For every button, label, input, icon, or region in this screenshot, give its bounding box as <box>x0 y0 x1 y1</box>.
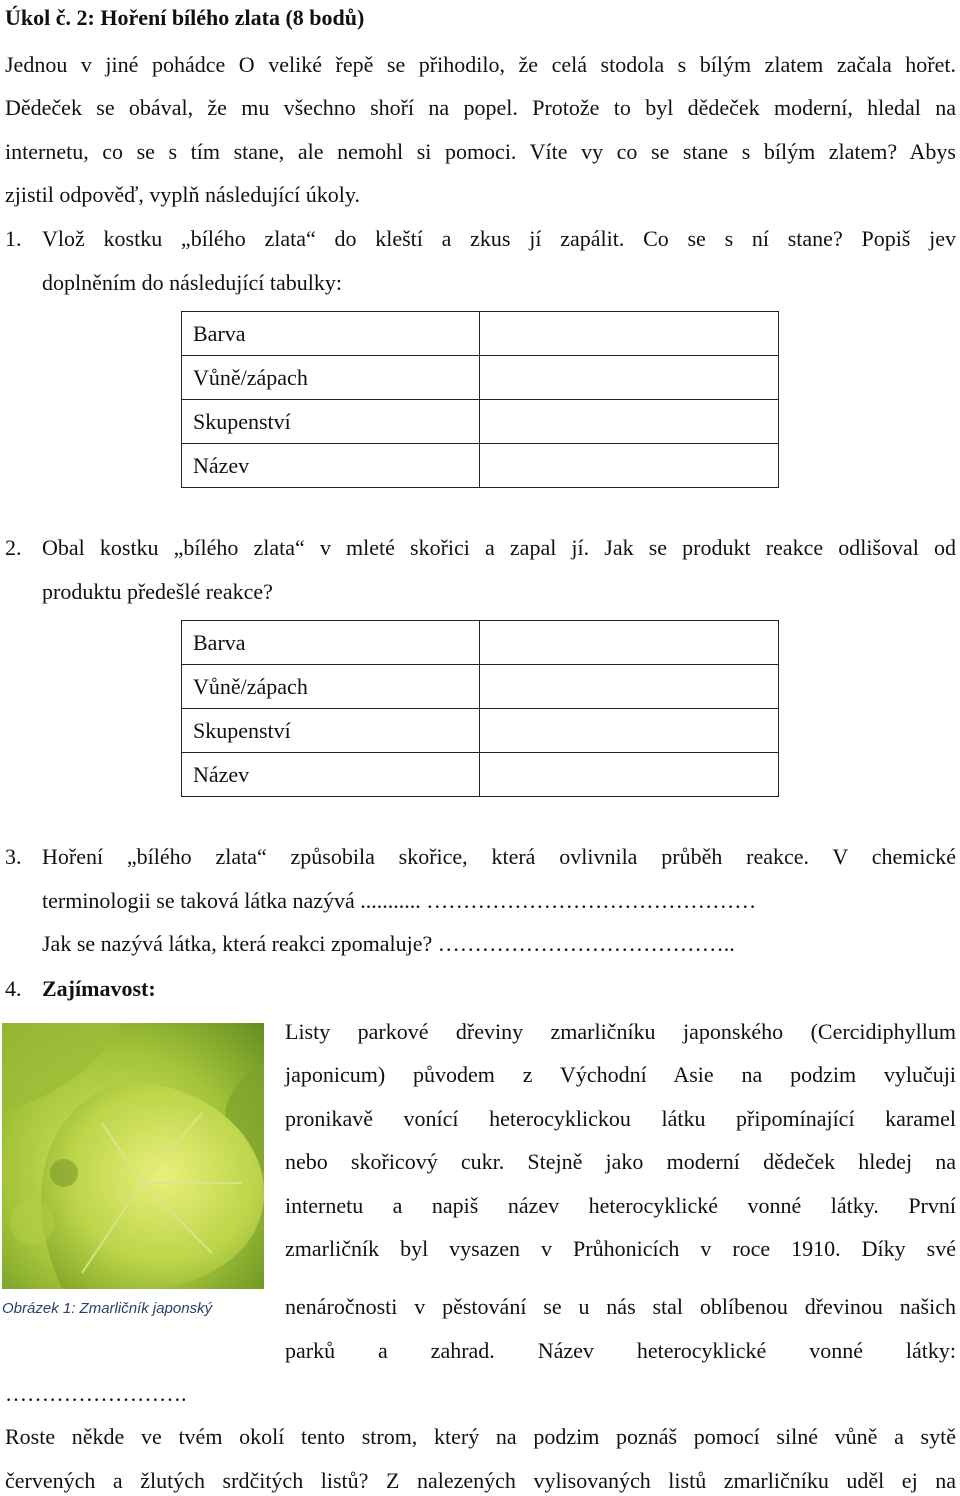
task3-line-1: Hoření „bílého zlata“ způsobila skořice, která ovlivnila průběh reakce. V chemické <box>42 844 956 869</box>
closing-line-2: červených a žlutých srdčitých listů? Z nalezených vylisovaných listů zmarličníku uděl ej na <box>5 1468 956 1493</box>
task1-answer-state[interactable] <box>480 400 779 444</box>
task2-line-2: produktu předešlé reakce? <box>42 579 273 604</box>
task2-label-color: Barva <box>182 621 480 665</box>
task1-answer-smell[interactable] <box>480 356 779 400</box>
leaf-photo-svg <box>2 1023 264 1289</box>
task2-answer-color[interactable] <box>480 621 779 665</box>
intro-line-1: Jednou v jiné pohádce O veliké řepě se přihodilo, že celá stodola s bílým zlatem začala hořet. <box>5 52 956 77</box>
task2-answer-smell[interactable] <box>480 665 779 709</box>
task1-table <box>181 311 779 488</box>
intro-line-4: zjistil odpověď, vyplň následující úkoly. <box>5 182 360 207</box>
task2-answer-name[interactable] <box>480 753 779 797</box>
task4-para-line-2: japonicum) původem z Východní Asie na podzim vylučuji <box>285 1062 956 1087</box>
task4-para-line-4: nebo skořicový cukr. Stejně jako moderní dědeček hledej na <box>285 1149 956 1174</box>
task2-answer-state[interactable] <box>480 709 779 753</box>
task4-heading: Zajímavost: <box>42 976 156 1001</box>
task4-para-line-1: Listy parkové dřeviny zmarličníku japonského (Cercidiphyllum <box>285 1019 956 1044</box>
task2-number: 2. <box>5 535 22 560</box>
page-title: Úkol č. 2: Hoření bílého zlata (8 bodů) <box>5 5 365 30</box>
intro-line-3: internetu, co se s tím stane, ale nemohl si pomoci. Víte vy co se stane s bílým zlatem? Abys <box>5 139 956 164</box>
task4-para-line-3: pronikavě vonící heterocyklickou látku připomínající karamel <box>285 1106 956 1131</box>
task1-line-2: doplněním do následující tabulky: <box>42 270 343 295</box>
task2-label-state: Skupenství <box>182 709 480 753</box>
task4-para-line-5: internetu a napiš název heterocyklické vonné látky. První <box>285 1193 956 1218</box>
task2-line-1: Obal kostku „bílého zlata“ v mleté skořici a zapal jí. Jak se produkt reakce odlišoval od <box>42 535 956 560</box>
task4-para-line-7: nenáročnosti v pěstování se u nás stal oblíbenou dřevinou našich <box>285 1294 956 1319</box>
task3-number: 3. <box>5 844 22 869</box>
task1-label-name: Název <box>182 444 480 488</box>
closing-line-1: Roste někde ve tvém okolí tento strom, který na podzim poznáš pomocí silné vůně a sytě <box>5 1424 956 1449</box>
image-caption: Obrázek 1: Zmarličník japonský <box>2 1300 213 1317</box>
task4-number: 4. <box>5 976 22 1001</box>
task2-table <box>181 620 779 797</box>
answer-dots: ……………………. <box>5 1381 187 1406</box>
task3-line-2: terminologii se taková látka nazývá ........... ……………………………………… <box>42 888 757 913</box>
task1-label-state: Skupenství <box>182 400 480 444</box>
task1-line-1: Vlož kostku „bílého zlata“ do kleští a zkus jí zapálit. Co se s ní stane? Popiš jev <box>42 226 956 251</box>
task4-para-line-8: parků a zahrad. Název heterocyklické vonné látky: <box>285 1338 956 1363</box>
task1-answer-name[interactable] <box>480 444 779 488</box>
task1-label-color: Barva <box>182 312 480 356</box>
task1-answer-color[interactable] <box>480 312 779 356</box>
task2-label-smell: Vůně/zápach <box>182 665 480 709</box>
task1-number: 1. <box>5 226 22 251</box>
task3-line-3: Jak se nazývá látka, která reakci zpomaluje? ………………………………….. <box>42 931 735 956</box>
task4-para-line-6: zmarličník byl vysazen v Průhonicích v roce 1910. Díky své <box>285 1236 956 1261</box>
task2-label-name: Název <box>182 753 480 797</box>
task1-label-smell: Vůně/zápach <box>182 356 480 400</box>
leaf-image <box>2 1023 264 1289</box>
intro-line-2: Dědeček se obával, že mu všechno shoří na popel. Protože to byl dědeček moderní, hledal na <box>5 95 956 120</box>
